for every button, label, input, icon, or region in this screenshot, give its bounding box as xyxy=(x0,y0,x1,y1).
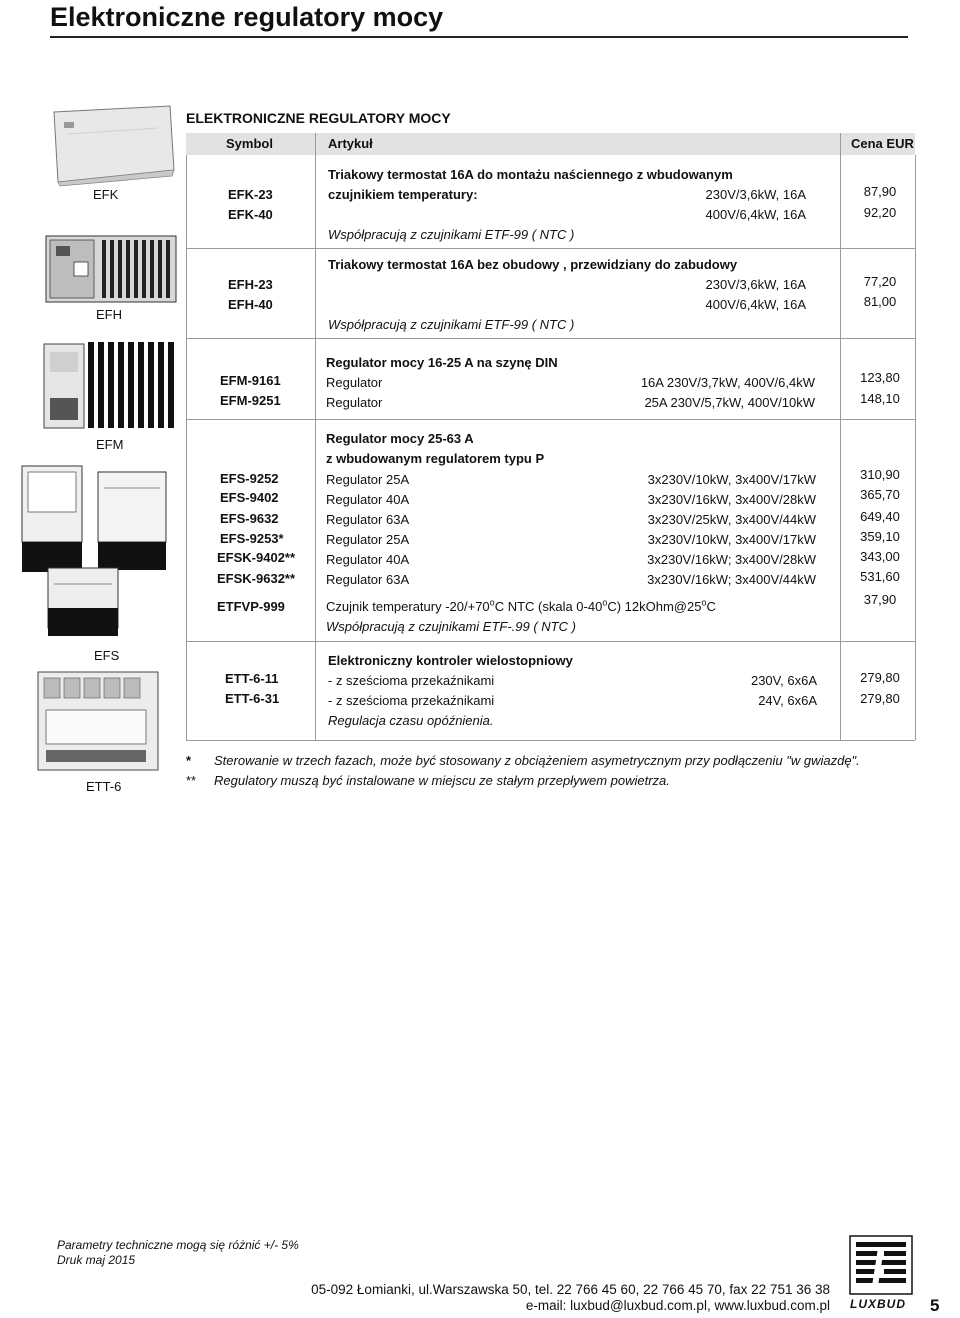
section-title: ELEKTRONICZNE REGULATORY MOCY xyxy=(186,110,451,126)
row-name: Regulator 40A xyxy=(326,492,410,507)
row-name: Regulator xyxy=(326,395,383,410)
footer-contact: e-mail: luxbud@luxbud.com.pl, www.luxbud.com.pl xyxy=(525,1298,830,1313)
degree-mark: o xyxy=(701,597,707,608)
symbol: ETFVP-999 xyxy=(217,599,285,614)
grid-line xyxy=(186,419,915,420)
symbol: EFK-23 xyxy=(228,187,273,202)
symbol: EFS-9402 xyxy=(220,490,279,505)
spec: 3x230V/10kW, 3x400V/17kW xyxy=(647,532,816,547)
article-desc: z wbudowanym regulatorem typu P xyxy=(326,451,545,466)
row-name: - z sześcioma przekaźnikami xyxy=(328,693,495,708)
ett-photo xyxy=(36,666,160,774)
footer-address: 05-092 Łomianki, ul.Warszawska 50, tel. 22 766 45 60, 22 766 45 70, fax 22 751 36 38 xyxy=(311,1282,830,1297)
price: 77,20 xyxy=(863,274,897,289)
price: 279,80 xyxy=(860,670,900,685)
efh-photo xyxy=(44,232,178,306)
symbol: ETT-6-31 xyxy=(225,691,280,706)
grid-line xyxy=(186,740,915,741)
row-name: Regulator 63A xyxy=(326,572,410,587)
price: 359,10 xyxy=(860,529,900,544)
grid-line xyxy=(186,338,915,339)
symbol: EFS-9632 xyxy=(220,511,279,526)
price: 87,90 xyxy=(863,184,897,199)
symbol: EFS-9252 xyxy=(220,471,279,486)
spec: 24V, 6x6A xyxy=(758,693,817,708)
symbol: EFH-40 xyxy=(228,297,273,312)
price: 279,80 xyxy=(860,691,900,706)
family-efh: EFH xyxy=(96,307,122,322)
spec: 230V, 6x6A xyxy=(750,673,817,688)
spec: 3x230V/25kW, 3x400V/44kW xyxy=(647,512,816,527)
row-name: Regulator 63A xyxy=(326,512,410,527)
family-efm: EFM xyxy=(96,437,124,452)
footnote xyxy=(186,773,670,788)
table-header xyxy=(186,133,915,155)
grid-line xyxy=(840,133,841,740)
article-note: Współpracują z czujnikami ETF-.99 ( NTC ) xyxy=(326,619,576,634)
header-price: Cena EUR xyxy=(851,136,914,151)
price: 123,80 xyxy=(860,370,900,385)
efm-photo xyxy=(40,338,180,434)
article-desc: Triakowy termostat 16A bez obudowy , przewidziany do zabudowy xyxy=(328,257,738,272)
price: 365,70 xyxy=(860,487,900,502)
family-efs: EFS xyxy=(94,648,120,663)
family-ett: ETT-6 xyxy=(86,779,122,794)
footer-print-date: Druk maj 2015 xyxy=(57,1253,136,1267)
article-desc: Triakowy termostat 16A do montażu naściennego z wbudowanym xyxy=(328,167,733,182)
header-symbol: Symbol xyxy=(226,136,273,151)
grid-line xyxy=(315,133,316,740)
page-title: Elektroniczne regulatory mocy xyxy=(50,2,444,32)
article-desc: Regulator mocy 25-63 A xyxy=(326,431,474,446)
symbol: EFSK-9632** xyxy=(217,571,296,586)
symbol: EFM-9161 xyxy=(220,373,281,388)
article-desc: czujnikiem temperatury: xyxy=(328,187,478,202)
efs-photo xyxy=(14,458,174,648)
logo-text: LUXBUD xyxy=(850,1297,906,1311)
row-name: - z sześcioma przekaźnikami xyxy=(328,673,495,688)
spec: 400V/6,4kW, 16A xyxy=(705,297,806,312)
article-note: Współpracują z czujnikami ETF-99 ( NTC ) xyxy=(328,317,575,332)
luxbud-logo-icon xyxy=(848,1234,914,1296)
sensor-desc xyxy=(326,599,716,615)
symbol: EFK-40 xyxy=(228,207,273,222)
footer-disclaimer: Parametry techniczne mogą się różnić +/- 5% xyxy=(57,1238,299,1252)
symbol: EFH-23 xyxy=(228,277,273,292)
price: 310,90 xyxy=(860,467,900,482)
article-desc: Regulator mocy 16-25 A na szynę DIN xyxy=(326,355,558,370)
page-number: 5 xyxy=(930,1296,940,1315)
spec: 3x230V/16kW; 3x400V/44kW xyxy=(647,572,816,587)
degree-mark: o xyxy=(489,597,495,608)
article-note: Regulacja czasu opóźnienia. xyxy=(328,713,494,728)
row-name: Regulator xyxy=(326,375,383,390)
spec: 230V/3,6kW, 16A xyxy=(705,277,806,292)
price: 37,90 xyxy=(863,592,897,607)
price: 92,20 xyxy=(863,205,897,220)
spec: 3x230V/10kW, 3x400V/17kW xyxy=(647,472,816,487)
spec: 25A 230V/5,7kW, 400V/10kW xyxy=(644,395,815,410)
sensor-desc-b: C NTC (skala 0-40 xyxy=(494,599,603,614)
footnote-mark: * xyxy=(186,753,192,768)
sensor-desc-d: C xyxy=(706,599,716,614)
footnote-text: Sterowanie w trzech fazach, może być stosowany z obciążeniem asymetrycznym przy podłączeniu "w gwiazdę". xyxy=(214,753,860,768)
price: 531,60 xyxy=(860,569,900,584)
article-desc: Elektroniczny kontroler wielostopniowy xyxy=(328,653,573,668)
spec: 3x230V/16kW; 3x400V/28kW xyxy=(647,552,816,567)
price: 81,00 xyxy=(863,294,897,309)
symbol: EFM-9251 xyxy=(220,393,281,408)
symbol: EFSK-9402** xyxy=(217,550,296,565)
grid-line xyxy=(186,248,915,249)
family-efk: EFK xyxy=(93,187,119,202)
spec: 16A 230V/3,7kW, 400V/6,4kW xyxy=(640,375,815,390)
symbol: ETT-6-11 xyxy=(225,671,279,686)
row-name: Regulator 25A xyxy=(326,532,410,547)
header-article: Artykuł xyxy=(328,136,373,151)
degree-mark: o xyxy=(602,597,608,608)
spec: 230V/3,6kW, 16A xyxy=(705,187,806,202)
symbol: EFS-9253* xyxy=(220,531,284,546)
price: 148,10 xyxy=(860,391,900,406)
grid-line xyxy=(186,155,187,740)
sensor-desc-a: Czujnik temperatury -20/+70 xyxy=(326,599,490,614)
spec: 400V/6,4kW, 16A xyxy=(705,207,806,222)
sensor-desc-c: C) 12kOhm@25 xyxy=(607,599,702,614)
row-name: Regulator 25A xyxy=(326,472,410,487)
title-rule xyxy=(50,36,908,38)
price: 343,00 xyxy=(860,549,900,564)
grid-line xyxy=(915,155,916,740)
grid-line xyxy=(186,641,915,642)
article-note: Współpracują z czujnikami ETF-99 ( NTC ) xyxy=(328,227,575,242)
footnote xyxy=(186,753,860,768)
price: 649,40 xyxy=(860,509,900,524)
footnote-text: Regulatory muszą być instalowane w miejscu ze stałym przepływem powietrza. xyxy=(214,773,670,788)
efk-photo xyxy=(48,104,176,188)
footnote-mark: ** xyxy=(186,773,197,788)
spec: 3x230V/16kW, 3x400V/28kW xyxy=(647,492,816,507)
row-name: Regulator 40A xyxy=(326,552,410,567)
